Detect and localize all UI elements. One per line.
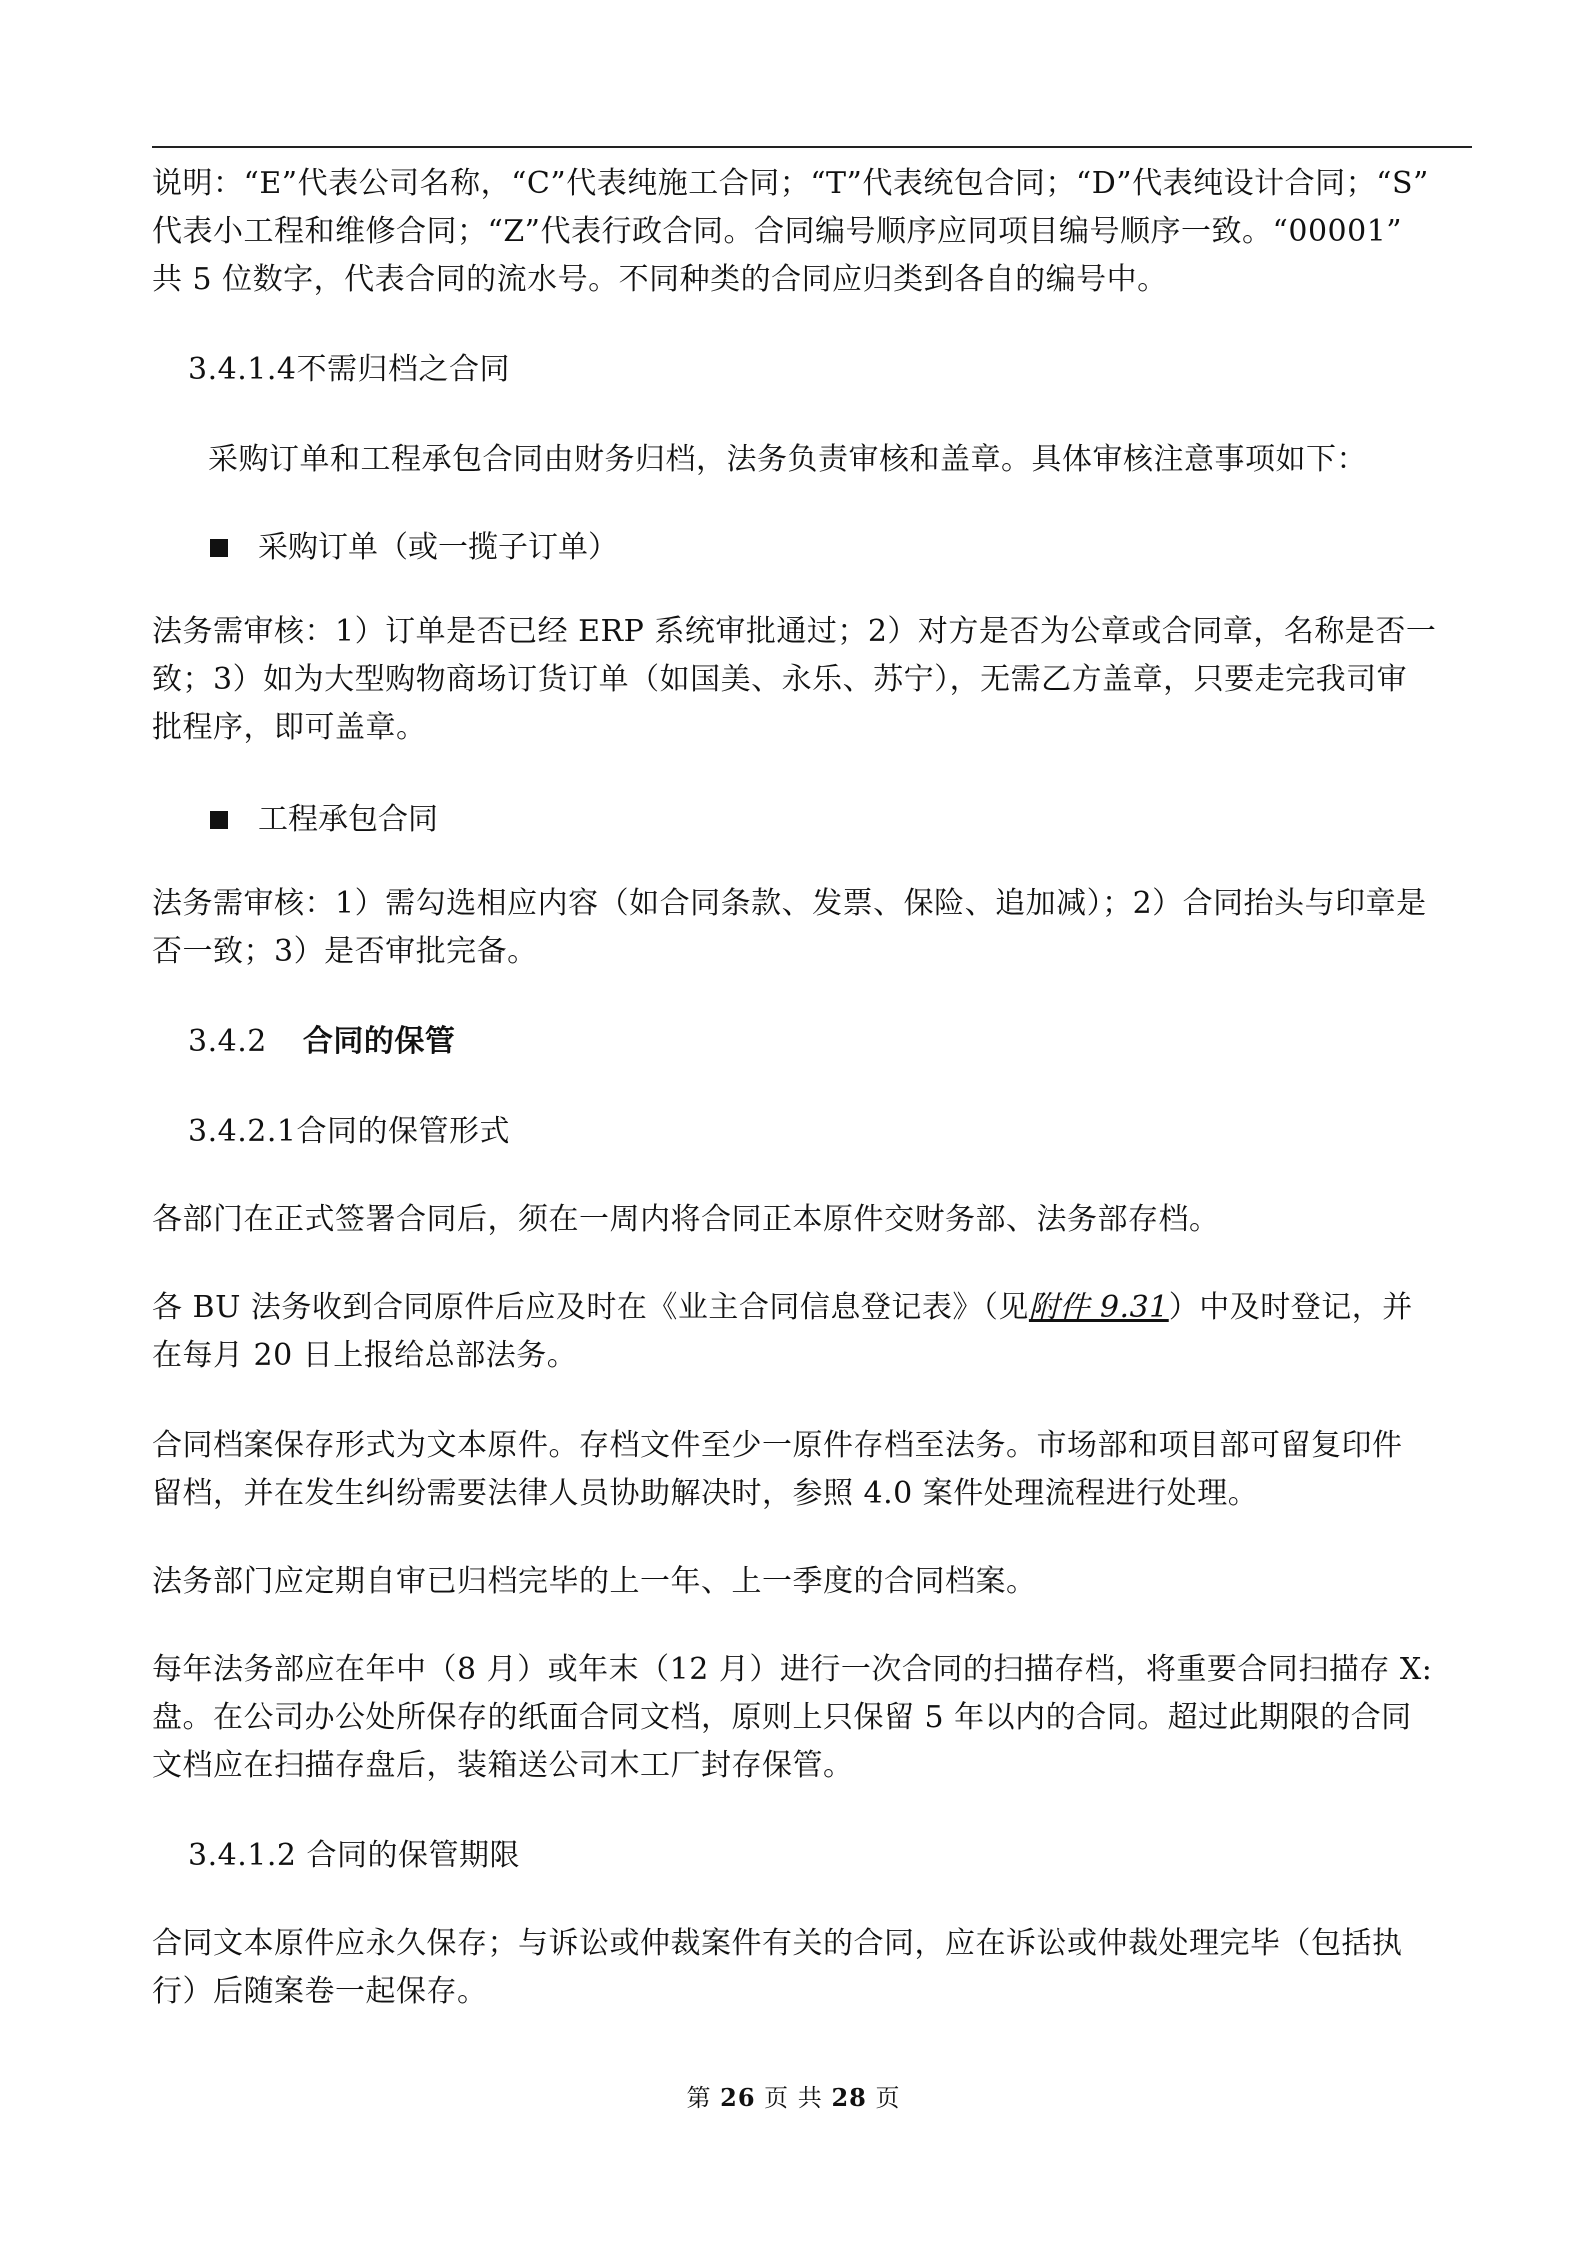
section-heading-342 xyxy=(188,1018,1474,1066)
appendix-link[interactable]: 附件 9.31 xyxy=(1028,1290,1169,1325)
bullet1-text-line-3: 批程序，即可盖章。 xyxy=(152,710,427,745)
page-footer xyxy=(0,2082,1587,2114)
square-bullet-icon xyxy=(210,539,228,557)
register-text-b: ）中及时登记，并 xyxy=(1168,1290,1413,1325)
bullet2-text-line-1: 法务需审核：1）需勾选相应内容（如合同条款、发票、保险、追加减）；2）合同抬头与印章是 xyxy=(152,886,1427,921)
footer-page-number: 26 xyxy=(720,2083,756,2112)
paragraph-retention-line-1: 合同文本原件应永久保存；与诉讼或仲裁案件有关的合同，应在诉讼或仲裁处理完毕（包括执 xyxy=(152,1926,1403,1961)
paragraph-scan-line-2: 盘。在公司办公处所保存的纸面合同文档，原则上只保留 5 年以内的合同。超过此期限的合同 xyxy=(152,1700,1412,1735)
section-heading-3412: 3.4.1.2 合同的保管期限 xyxy=(188,1838,520,1873)
note-line-3: 共 5 位数字，代表合同的流水号。不同种类的合同应归类到各自的编号中。 xyxy=(152,262,1168,297)
bullet2-text-line-2: 否一致；3）是否审批完备。 xyxy=(152,934,538,969)
paragraph-archive-line-2: 留档，并在发生纠纷需要法律人员协助解决时，参照 4.0 案件处理流程进行处理。 xyxy=(152,1476,1259,1511)
paragraph-register-line-1 xyxy=(152,1284,1474,1332)
footer-middle: 页 共 xyxy=(764,2084,823,2112)
section-number: 3.4.2 xyxy=(188,1024,267,1059)
bullet-label: 采购订单（或一揽子订单） xyxy=(258,530,618,565)
bullet1-text-line-1: 法务需审核：1）订单是否已经 ERP 系统审批通过；2）对方是否为公章或合同章，名称是否一 xyxy=(152,614,1437,649)
bullet1-text-line-2: 致；3）如为大型购物商场订货订单（如国美、永乐、苏宁），无需乙方盖章，只要走完我司审 xyxy=(152,662,1408,697)
note-line-1: 说明：“E”代表公司名称，“C”代表纯施工合同；“T”代表统包合同；“D”代表纯设计合同；“S” xyxy=(152,166,1429,201)
paragraph-submit-originals: 各部门在正式签署合同后，须在一周内将合同正本原件交财务部、法务部存档。 xyxy=(152,1202,1220,1237)
note-line-2: 代表小工程和维修合同；“Z”代表行政合同。合同编号顺序应同项目编号顺序一致。“00001” xyxy=(152,214,1403,249)
paragraph-self-review: 法务部门应定期自审已归档完毕的上一年、上一季度的合同档案。 xyxy=(152,1564,1037,1599)
section-title: 合同的保管 xyxy=(302,1024,456,1059)
paragraph-scan-line-3: 文档应在扫描存盘后，装箱送公司木工厂封存保管。 xyxy=(152,1748,854,1783)
header-rule xyxy=(152,146,1472,148)
section-intro-3414: 采购订单和工程承包合同由财务归档，法务负责审核和盖章。具体审核注意事项如下： xyxy=(208,442,1367,477)
footer-suffix: 页 xyxy=(875,2084,901,2112)
footer-total-pages: 28 xyxy=(831,2083,867,2112)
paragraph-register-line-2: 在每月 20 日上报给总部法务。 xyxy=(152,1338,578,1373)
paragraph-archive-line-1: 合同档案保存形式为文本原件。存档文件至少一原件存档至法务。市场部和项目部可留复印件 xyxy=(152,1428,1403,1463)
paragraph-scan-line-1: 每年法务部应在年中（8 月）或年末（12 月）进行一次合同的扫描存档，将重要合同扫描存 X: xyxy=(152,1652,1433,1687)
section-heading-3421: 3.4.2.1合同的保管形式 xyxy=(188,1114,510,1149)
footer-prefix: 第 xyxy=(686,2084,712,2112)
bullet-label: 工程承包合同 xyxy=(258,802,438,837)
section-heading-3414: 3.4.1.4不需归档之合同 xyxy=(188,352,510,387)
square-bullet-icon xyxy=(210,811,228,829)
register-text-a: 各 BU 法务收到合同原件后应及时在《业主合同信息登记表》（见 xyxy=(152,1290,1029,1325)
bullet-purchase-order xyxy=(210,524,618,572)
paragraph-retention-line-2: 行）后随案卷一起保存。 xyxy=(152,1974,488,2009)
bullet-construction-contract xyxy=(210,796,438,844)
